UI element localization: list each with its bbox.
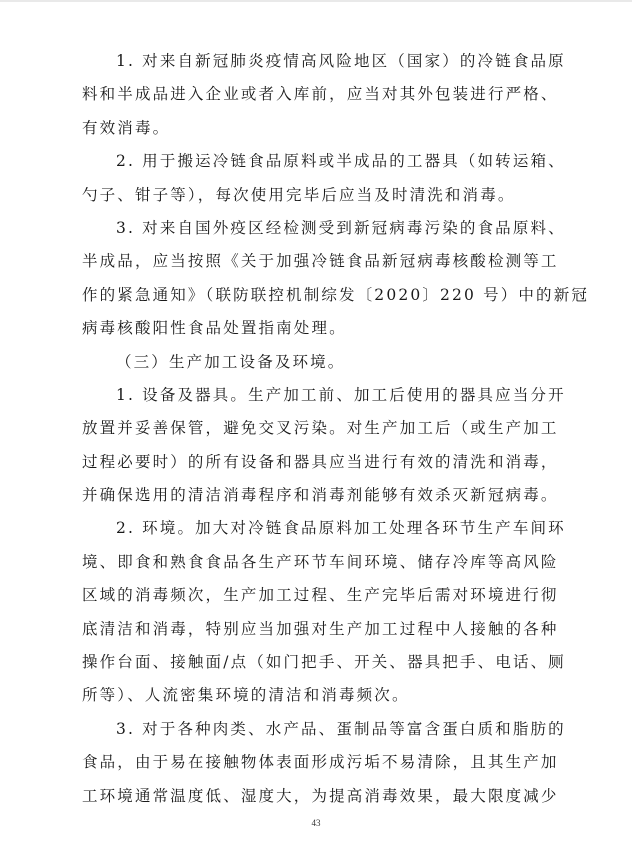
paragraph-4-line-4: 并确保选用的清洁消毒程序和消毒剂能够有效杀灭新冠病毒。: [82, 486, 559, 505]
paragraph-5-line-1: 2. 环境。加大对冷链食品原料加工处理各环节生产车间环: [116, 519, 566, 538]
page-top-edge: [0, 0, 632, 2]
document-body: [82, 45, 590, 813]
paragraph-3-line-1: 3. 对来自国外疫区经检测受到新冠病毒污染的食品原料、: [116, 218, 566, 237]
paragraph-5-line-6: 所等）、人流密集环境的清洁和消毒频次。: [82, 686, 410, 705]
paragraph-4-line-1: 1. 设备及器具。生产加工前、加工后使用的器具应当分开: [116, 385, 566, 404]
paragraph-6-line-3: 工环境通常温度低、湿度大，为提高消毒效果，最大限度减少: [82, 786, 559, 805]
paragraph-5-line-2: 境、即食和熟食食品各生产环节车间环境、储存冷库等高风险: [82, 552, 559, 571]
paragraph-1-line-3: 有效消毒。: [82, 118, 171, 137]
paragraph-5-line-4: 底清洁和消毒，特别应当加强对生产加工过程中人接触的各种: [82, 619, 559, 638]
paragraph-1-line-2: 料和半成品进入企业或者入库前，应当对其外包装进行严格、: [82, 85, 559, 104]
paragraph-6-line-2: 食品，由于易在接触物体表面形成污垢不易清除，且其生产加: [82, 753, 559, 772]
paragraph-6-line-1: 3. 对于各种肉类、水产品、蛋制品等富含蛋白质和脂肪的: [116, 719, 566, 738]
page-number: 43: [311, 818, 321, 828]
paragraph-3-line-3: 作的紧急通知》（联防联控机制综发〔2020〕220 号）中的新冠: [82, 285, 590, 304]
paragraph-4-line-3: 过程必要时）的所有设备和器具应当进行有效的清洗和消毒，: [82, 452, 559, 471]
paragraph-3-line-2: 半成品，应当按照《关于加强冷链食品新冠病毒核酸检测等工: [82, 252, 559, 271]
section-heading: （三）生产加工设备及环境。: [116, 352, 346, 371]
paragraph-5-line-3: 区域的消毒频次，生产加工过程、生产完毕后需对环境进行彻: [82, 586, 559, 605]
paragraph-2-line-2: 勺子、钳子等），每次使用完毕后应当及时清洗和消毒。: [82, 185, 516, 204]
paragraph-5-line-5: 操作台面、接触面/点（如门把手、开关、器具把手、电话、厕: [82, 653, 566, 672]
paragraph-3-line-4: 病毒核酸阳性食品处置指南处理。: [82, 319, 347, 338]
paragraph-2-line-1: 2. 用于搬运冷链食品原料或半成品的工器具（如转运箱、: [116, 152, 566, 171]
paragraph-1-line-1: 1. 对来自新冠肺炎疫情高风险地区（国家）的冷链食品原: [116, 52, 566, 70]
paragraph-4-line-2: 放置并妥善保管，避免交叉污染。对生产加工后（或生产加工: [82, 419, 559, 438]
